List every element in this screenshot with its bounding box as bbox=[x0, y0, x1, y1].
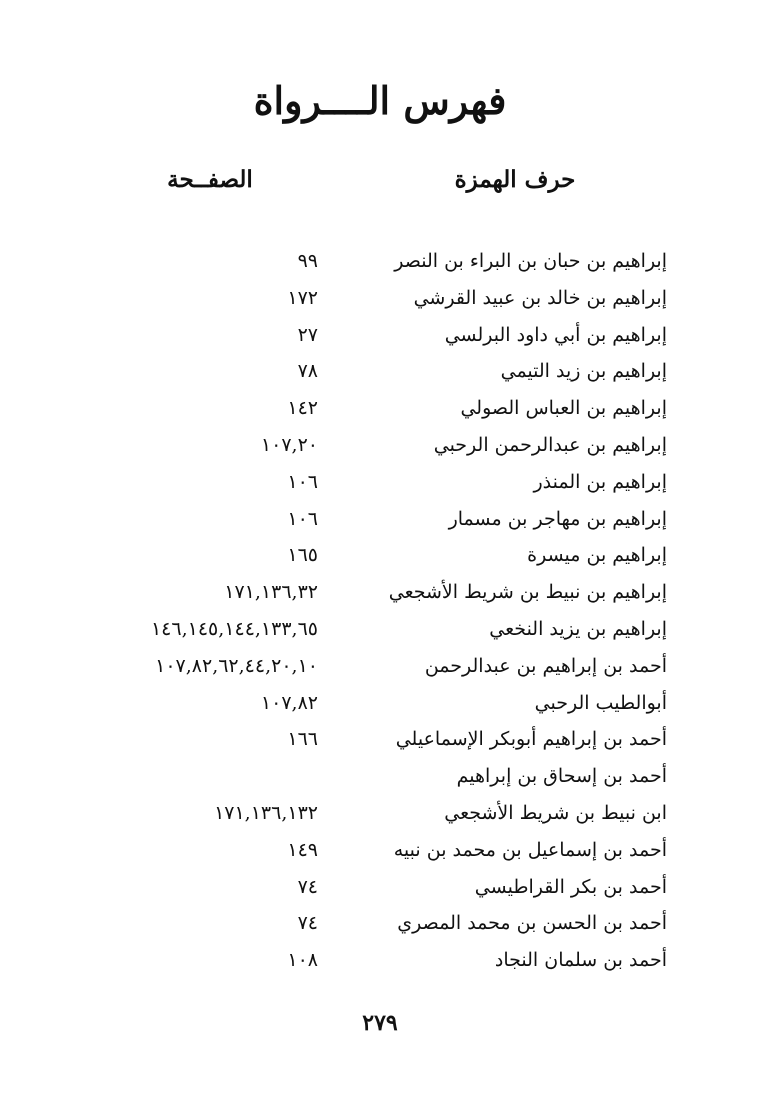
page-refs: ١٧٢ bbox=[287, 286, 318, 309]
page-refs: ٢٧ bbox=[297, 323, 318, 346]
section-heading: حرف الهمزة bbox=[454, 166, 576, 193]
list-item bbox=[0, 798, 760, 835]
page-refs: ١٤٩ bbox=[287, 838, 318, 861]
narrator-name: إبراهيم بن ميسرة bbox=[527, 544, 667, 567]
list-item bbox=[0, 393, 760, 430]
list-item bbox=[0, 614, 760, 651]
list-item bbox=[0, 651, 760, 688]
narrator-name: ابن نبيط بن شريط الأشجعي bbox=[444, 801, 667, 824]
page-refs: ١٤٦,١٤٥,١٤٤,١٣٣,٦٥ bbox=[150, 617, 318, 640]
list-item bbox=[0, 467, 760, 504]
page-number: ٢٧٩ bbox=[362, 1010, 398, 1036]
list-item bbox=[0, 320, 760, 357]
narrator-name: أحمد بن الحسن بن محمد المصري bbox=[397, 912, 667, 935]
narrator-name: أحمد بن سلمان النجاد bbox=[494, 949, 667, 972]
list-item bbox=[0, 688, 760, 725]
narrator-name: أبوالطيب الرحبي bbox=[534, 691, 667, 714]
list-item bbox=[0, 283, 760, 320]
page-column-heading: الصفــحة bbox=[167, 166, 253, 193]
page-refs: ١٠٧,٨٢,٦٢,٤٤,٢٠,١٠ bbox=[155, 654, 318, 677]
page-refs: ٧٤ bbox=[297, 875, 318, 898]
narrator-name: أحمد بن إبراهيم أبوبكر الإسماعيلي bbox=[395, 728, 667, 751]
narrator-name: إبراهيم بن عبدالرحمن الرحبي bbox=[433, 433, 667, 456]
narrator-name: أحمد بن إبراهيم بن عبدالرحمن bbox=[424, 654, 667, 677]
list-item bbox=[0, 356, 760, 393]
page-refs: ١٤٢ bbox=[287, 397, 318, 420]
page-title: فهرس الــــرواة bbox=[253, 78, 507, 123]
narrator-name: إبراهيم بن أبي داود البرلسي bbox=[444, 323, 667, 346]
list-item bbox=[0, 872, 760, 909]
narrator-name: أحمد بن إسماعيل بن محمد بن نبيه bbox=[393, 838, 667, 861]
narrator-name: إبراهيم بن خالد بن عبيد القرشي bbox=[413, 286, 667, 309]
page-refs: ١٦٥ bbox=[287, 544, 318, 567]
list-item bbox=[0, 504, 760, 541]
narrator-name: إبراهيم بن يزيد النخعي bbox=[489, 617, 667, 640]
page-refs: ١٠٧,٢٠ bbox=[260, 433, 318, 456]
page-refs: ١٠٨ bbox=[287, 949, 318, 972]
narrator-name: إبراهيم بن مهاجر بن مسمار bbox=[448, 507, 667, 530]
narrator-index-list bbox=[0, 246, 760, 982]
page-refs: ١٠٧,٨٢ bbox=[260, 691, 318, 714]
list-item bbox=[0, 430, 760, 467]
page-refs: ١٧١,١٣٦,٣٢ bbox=[224, 581, 318, 604]
page-refs: ٩٩ bbox=[297, 250, 318, 272]
narrator-name: أحمد بن بكر القراطيسي bbox=[474, 875, 667, 898]
list-item bbox=[0, 540, 760, 577]
page-refs: ١٦٦ bbox=[287, 728, 318, 751]
page-refs: ٧٤ bbox=[297, 912, 318, 935]
list-item bbox=[0, 577, 760, 614]
list-item bbox=[0, 246, 760, 283]
page-refs: ١٧١,١٣٦,١٣٢ bbox=[214, 801, 318, 824]
narrator-name: إبراهيم بن المنذر bbox=[533, 470, 667, 493]
page-refs: ١٠٦ bbox=[287, 507, 318, 530]
narrator-name: إبراهيم بن نبيط بن شريط الأشجعي bbox=[388, 581, 667, 604]
page-refs: ٧٨ bbox=[297, 360, 318, 383]
list-item bbox=[0, 724, 760, 761]
narrator-name: أحمد بن إسحاق بن إبراهيم bbox=[456, 765, 667, 788]
list-item bbox=[0, 908, 760, 945]
list-item bbox=[0, 835, 760, 872]
page-refs: ١٠٦ bbox=[287, 470, 318, 493]
list-item bbox=[0, 761, 760, 798]
narrator-name: إبراهيم بن زيد التيمي bbox=[500, 360, 667, 383]
narrator-name: إبراهيم بن العباس الصولي bbox=[460, 397, 667, 420]
narrator-name: إبراهيم بن حبان بن البراء بن النصر bbox=[394, 250, 667, 272]
list-item bbox=[0, 945, 760, 982]
